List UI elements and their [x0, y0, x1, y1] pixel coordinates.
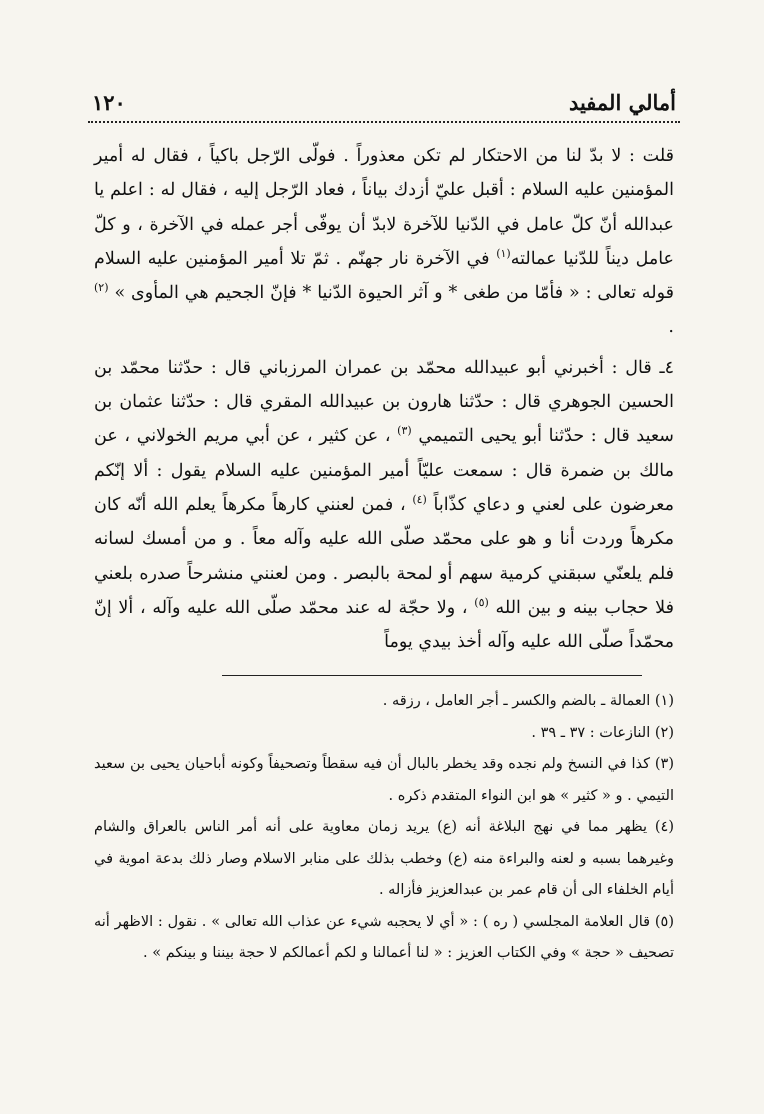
paragraph-text: قلت : لا بدّ لنا من الاحتكار لم تكن معذوراً . فولّى الرّجل باكياً ، فقال له أمير المؤمنين عليه السلام : أقبل عليّ أزدك بياناً ، فعاد الرّجل إليه ، فقال له : اعلم يا عبدالله أنّ كلّ عامل في الدّنيا للآخرة لابدّ أن يوفّى أجر عمله في الآخرة ، و كلّ عامل ديناً للدّنيا عمالته	[94, 146, 675, 269]
paragraph-text: .	[668, 317, 674, 338]
footnote-ref-1: (١)	[496, 247, 511, 261]
footnote-ref-4: (٤)	[412, 493, 427, 507]
paragraph-1	[94, 139, 674, 345]
paragraph-text: ، ولا حجّة له عند محمّد صلّى الله عليه وآله ، ألا إنّ محمّداً صلّى الله عليه وآله أخذ بيدي يوماً	[94, 597, 674, 653]
footnote-ref-3: (٣)	[397, 424, 412, 438]
footnote-3: (٣) كذا في النسخ ولم نجده وقد يخطر بالبال أن فيه سقطاً وتصحيفاً وكونه أباحيان يحيى بن سعيد التيمي . و « كثير » هو ابن النواء المتقدم ذكره .	[94, 756, 674, 804]
footnote-ref-5: (٥)	[474, 596, 489, 610]
page-number: ١٢٠	[92, 90, 126, 115]
footnote-separator	[222, 675, 642, 676]
footnote-1: (١) العمالة ـ بالضم والكسر ـ أجر العامل ، رزقه .	[382, 693, 674, 710]
header-rule	[88, 121, 680, 123]
paragraph-2	[94, 351, 674, 660]
paragraph-text: ، عن كثير ، عن أبي مريم الخولاني ، عن مالك بن ضمرة قال : سمعت عليّاً أمير المؤمنين عليه السلام يقول : ألا إنّكم معرضون على لعني و دعاي كذّاباً	[94, 426, 674, 515]
footnote-2: (٢) النازعات : ٣٧ ـ ٣٩ .	[531, 724, 674, 741]
book-title: أمالي المفيد	[568, 90, 676, 115]
paragraph-text: في الآخرة نار جهنّم . ثمّ تلا أمير المؤمنين عليه السلام قوله تعالى : « فأمّا من طغى * و آثر الحيوة الدّنيا * فإنّ الجحيم هي المأوى »	[94, 248, 674, 304]
footnote-5: (٥) قال العلامة المجلسي ( ره ) : « أي لا يحجبه شيء عن عذاب الله تعالى » . نقول : الاظهر أنه تصحيف « حجة » وفي الكتاب العزيز : « لنا أعمالنا و لكم أعمالكم لا حجة بيننا و بينكم » .	[94, 913, 674, 962]
footnote-ref-2: (٢)	[94, 281, 109, 295]
page-header	[88, 92, 680, 121]
footnote-4: (٤) يظهر مما في نهج البلاغة أنه (ع) يريد زمان معاوية على أنه أمر الناس بالعراق والشام وغيرهما بسبه و لعنه والبراءة منه (ع) وخطب بذلك على منابر الاسلام وصار ذلك بدعة اموية في أيام الخلفاء الى أن قام عمر بن عبدالعزيز فأزاله .	[94, 819, 674, 899]
paragraph-text: ، فمن لعنني كارهاً مكرهاً يعلم الله أنّه كان مكرهاً وردت أنا و هو على محمّد صلّى الله عليه وآله معاً . و من أمسك لسانه فلم يلعنّي سبقني كرمية سهم أو لمحة بالبصر . ومن لعنني منشرحاً صدره بلعني فلا حجاب بينه و بين الله	[94, 494, 674, 618]
paragraph-text: ٤ـ قال : أخبرني أبو عبيدالله محمّد بن عمران المرزباني قال : حدّثنا محمّد بن الحسين الجوهري قال : حدّثنا هارون بن عبيدالله المقري قال : حدّثنا عثمان بن سعيد قال : حدّثنا أبو يحيى التميمي	[94, 357, 674, 447]
